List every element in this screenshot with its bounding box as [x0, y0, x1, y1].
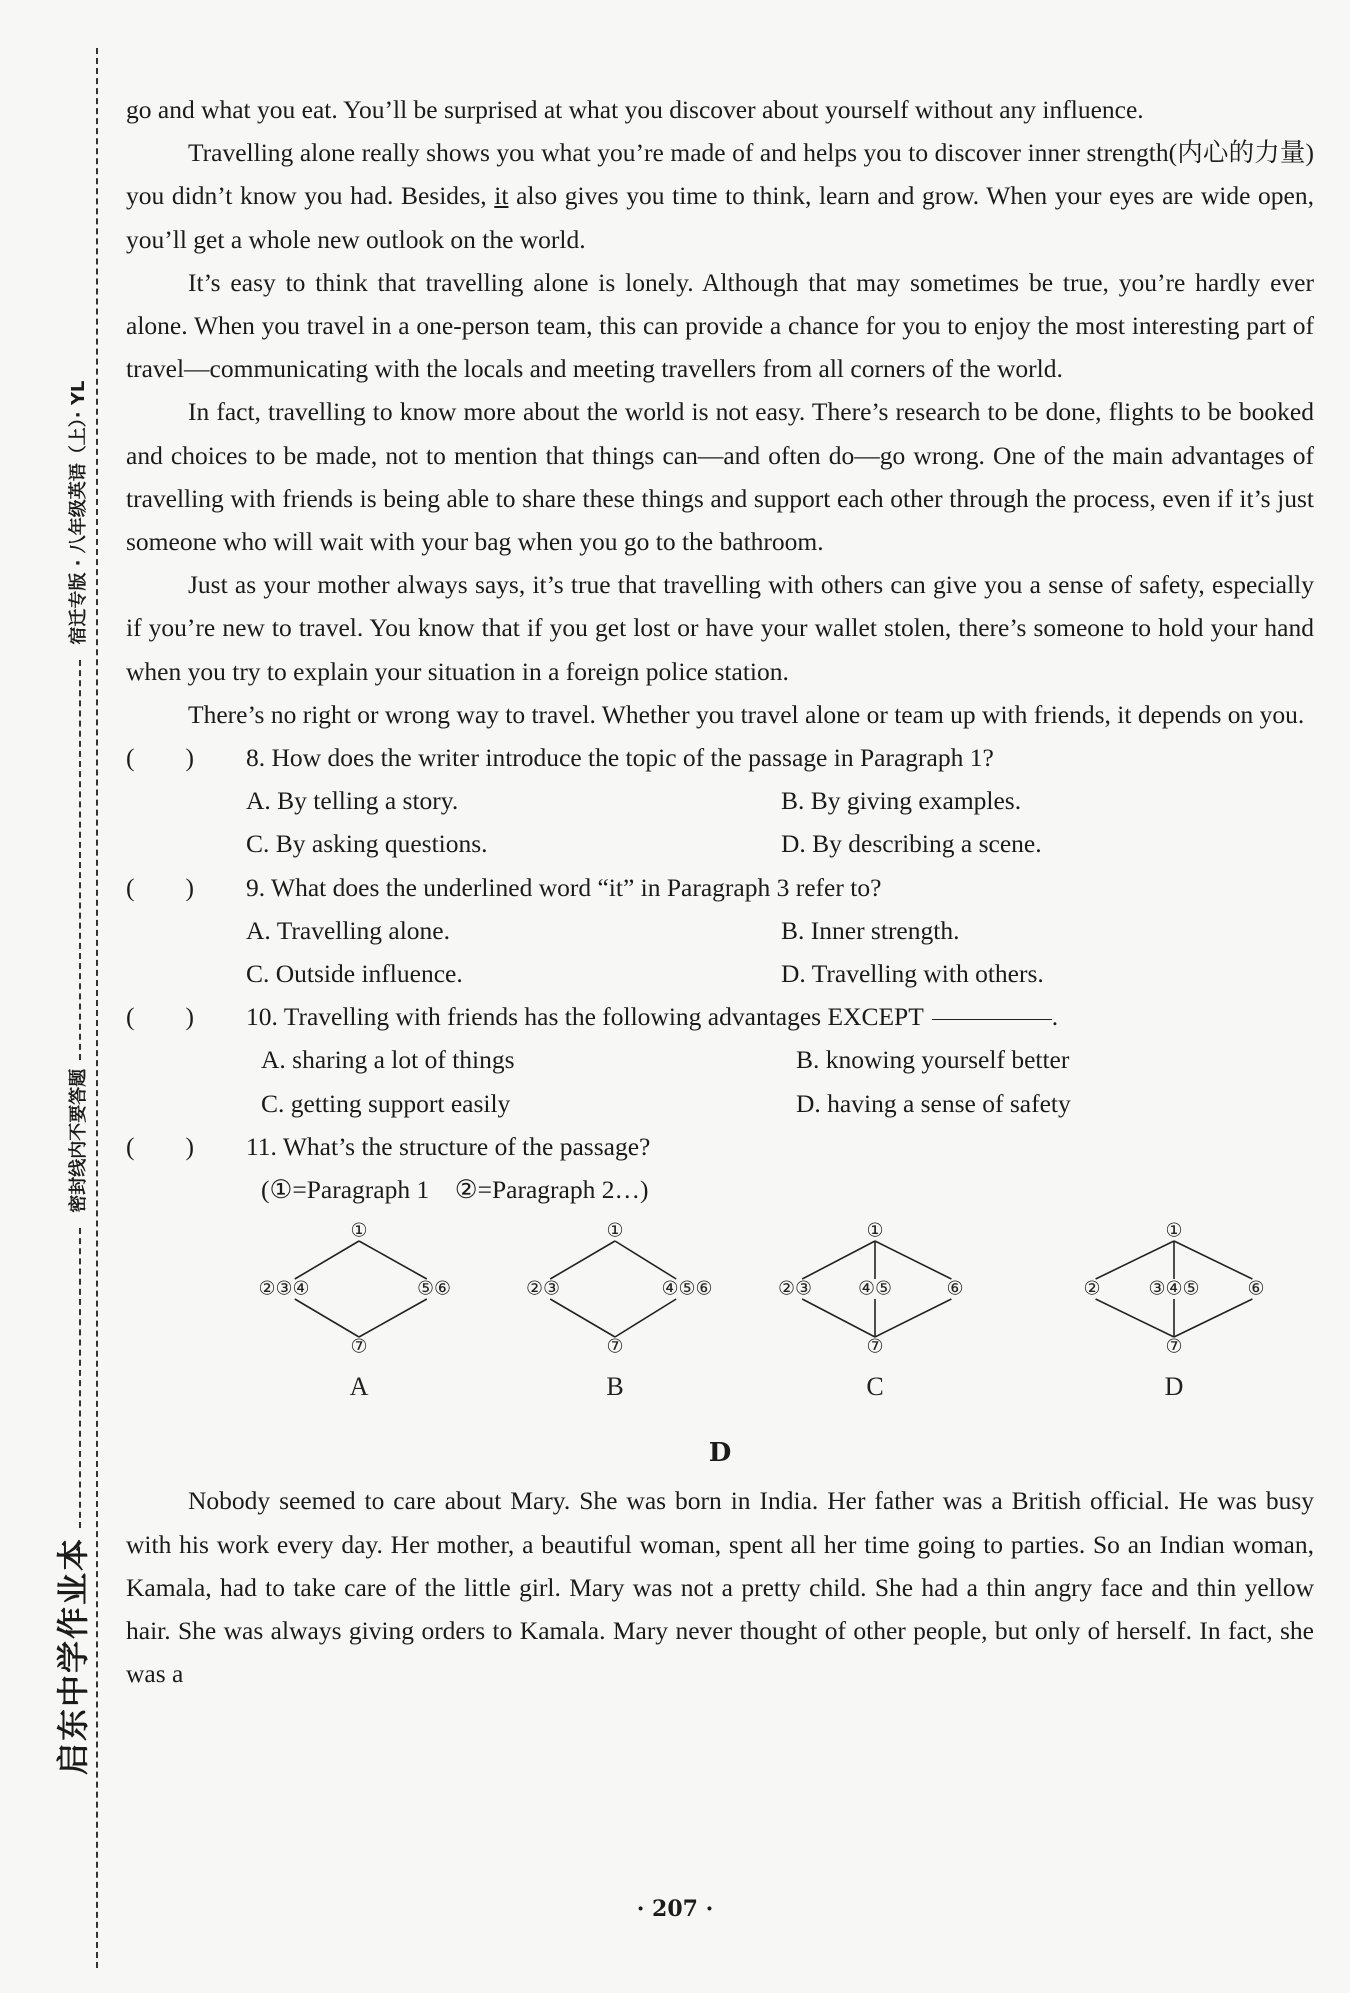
diagram-edge: [1174, 1241, 1252, 1279]
diagram-edge: [295, 1241, 359, 1279]
question-11: [126, 1125, 1314, 1168]
question-stem: 10. Travelling with friends has the following advantages EXCEPT: [246, 1002, 924, 1032]
diagram-edge: [802, 1299, 875, 1337]
diagram-node-left: ②③: [777, 1277, 813, 1300]
diagram-node-right: ⑤⑥: [416, 1277, 452, 1300]
underlined-word: it: [494, 181, 509, 211]
option-b: B. knowing yourself better: [796, 1045, 1070, 1075]
diagram-edge: [1096, 1241, 1174, 1279]
seal-notice: 密封线内不要答题: [68, 1068, 89, 1213]
diagram-node-bottom: ⑦: [350, 1335, 368, 1358]
question-stem: 9. What does the underlined word “it” in Paragraph 3 refer to?: [246, 872, 882, 902]
diagram-choice-label: D: [1164, 1372, 1184, 1402]
binding-margin-text: [48, 381, 94, 1775]
diagram-edge: [875, 1299, 951, 1337]
diagram-node-bottom: ⑦: [606, 1335, 624, 1358]
diagram-choice-label: A: [349, 1372, 369, 1402]
dashed-divider: [79, 660, 81, 1060]
paragraph: Nobody seemed to care about Mary. She was born in India. Her father was a British official. He was busy with his work every day. Her mother, a beautiful woman, spent all her time going to parties. So an Indian woman, Kamala, had to take care of the little girl. Mary was not a pretty child. She had a thin angry face and thin yellow hair. She was always giving orders to Kamala. Mary never thought of other people, but only of herself. In fact, she was a: [126, 1486, 1314, 1689]
diagram-edge: [359, 1299, 427, 1337]
dashed-divider: [79, 1228, 81, 1528]
question-9-options: [126, 909, 1314, 995]
question-8: [126, 736, 1314, 779]
diagram-node-left: ②③④: [258, 1277, 310, 1300]
question-stem: 8. How does the writer introduce the topic of the passage in Paragraph 1?: [246, 743, 994, 773]
option-d: D. By describing a scene.: [781, 829, 1042, 859]
question-8-options: [126, 779, 1314, 865]
diagram-node-top: ①: [1165, 1219, 1183, 1242]
diagram-edge: [295, 1299, 359, 1337]
option-d: D. having a sense of safety: [796, 1088, 1071, 1118]
option-a: A. Travelling alone.: [246, 915, 450, 945]
edition-label: 宿迁专版 · 八年级英语（上）· YL: [68, 380, 89, 645]
workbook-title: 启东中学作业本: [54, 1536, 92, 1775]
option-c: C. By asking questions.: [246, 829, 488, 859]
option-c: C. Outside influence.: [246, 959, 463, 989]
question-9: [126, 866, 1314, 909]
diagram-node-right: ⑥: [946, 1277, 964, 1300]
answer-blank[interactable]: [932, 995, 1052, 1020]
answer-bracket[interactable]: ( ): [126, 1131, 194, 1161]
paragraph: There’s no right or wrong way to travel. Whether you travel alone or team up with friends, it depends on you.: [188, 699, 1305, 729]
diagram-edge: [359, 1241, 427, 1279]
diagram-node-left: ②③: [525, 1277, 561, 1300]
diagram-node-top: ①: [866, 1219, 884, 1242]
diagram-edge: [1174, 1299, 1252, 1337]
option-c: C. getting support easily: [261, 1088, 511, 1118]
paragraph: Travelling alone really shows you what you’re made of and helps you to discover inner strength(内心的力量) you didn’t know you had. Besides, it also gives you time to think, learn and grow. When your eyes are wide open, you’ll get a whole new outlook on the world.: [126, 138, 1314, 254]
section-heading: D: [708, 1438, 732, 1469]
diagram-node-bottom: ⑦: [1165, 1335, 1183, 1358]
paragraph-legend: (①=Paragraph 1 ②=Paragraph 2…): [261, 1175, 649, 1205]
page-content: [126, 88, 1314, 1696]
diagram-node-left: ②: [1083, 1277, 1101, 1300]
binding-margin-line: [96, 48, 98, 1968]
answer-bracket[interactable]: ( ): [126, 743, 194, 773]
diagram-choice-label: B: [606, 1372, 624, 1402]
diagram-edge: [550, 1241, 615, 1279]
option-d: D. Travelling with others.: [781, 959, 1044, 989]
paragraph: go and what you eat. You’ll be surprised at what you discover about yourself without any influence.: [126, 95, 1144, 124]
diagram-node-bottom: ⑦: [866, 1335, 884, 1358]
structure-diagrams-svg: [126, 1211, 1314, 1426]
diagram-node-middle: ④⑤: [857, 1277, 893, 1300]
answer-bracket[interactable]: ( ): [126, 1002, 194, 1032]
paragraph: Just as your mother always says, it’s true that travelling with others can give you a sense of safety, especially if you’re new to travel. You know that if you get lost or have your wallet stolen, there’s someone to hold your hand when you try to explain your situation in a foreign police station.: [126, 570, 1314, 686]
diagram-choice-label: C: [866, 1372, 884, 1402]
diagram-node-right: ④⑤⑥: [661, 1277, 713, 1300]
diagram-edge: [802, 1241, 875, 1279]
question-10-options: [126, 1038, 1314, 1124]
option-a: A. sharing a lot of things: [261, 1045, 515, 1075]
question-10: ( ) 10. Travelling with friends has the following advantages EXCEPT .: [126, 995, 1314, 1038]
diagram-edge: [615, 1299, 676, 1337]
page-number: · 207 ·: [636, 1896, 714, 1922]
diagram-edge: [875, 1241, 951, 1279]
structure-diagrams: [126, 1211, 1314, 1426]
diagram-node-top: ①: [350, 1219, 368, 1242]
diagram-edge: [615, 1241, 676, 1279]
question-stem: 11. What’s the structure of the passage?: [246, 1131, 651, 1161]
option-b: B. By giving examples.: [781, 786, 1022, 816]
diagram-node-right: ⑥: [1247, 1277, 1265, 1300]
diagram-node-middle: ③④⑤: [1148, 1277, 1200, 1300]
diagram-edge: [1096, 1299, 1174, 1337]
diagram-edge: [550, 1299, 615, 1337]
paragraph: In fact, travelling to know more about the world is not easy. There’s research to be done, flights to be booked and choices to be made, not to mention that things can—and often do—go wrong. One of the main advantages of travelling with friends is being able to share these things and support each other through the process, even if it’s just someone who will wait with your bag when you go to the bathroom.: [126, 397, 1314, 557]
paragraph: It’s easy to think that travelling alone is lonely. Although that may sometimes be true, you’re hardly ever alone. When you travel in a one-person team, this can provide a chance for you to enjoy the most interesting part of travel—communicating with the locals and meeting travellers from all corners of the world.: [126, 267, 1314, 384]
answer-bracket[interactable]: ( ): [126, 872, 194, 902]
diagram-node-top: ①: [606, 1219, 624, 1242]
option-a: A. By telling a story.: [246, 786, 459, 816]
option-b: B. Inner strength.: [781, 915, 960, 945]
